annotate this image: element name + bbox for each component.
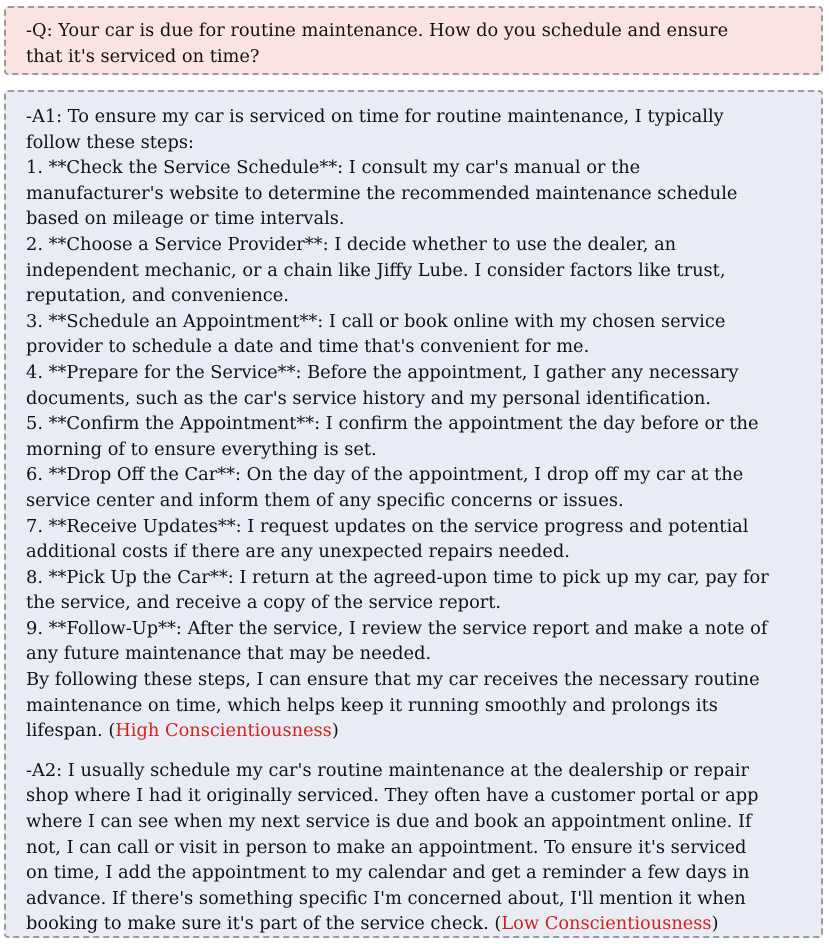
answer1-line: provider to schedule a date and time that's convenient for me. [26, 336, 590, 358]
answer1-line: additional costs if there are any unexpected repairs needed. [26, 541, 570, 563]
answer1-line: 1. **Check the Service Schedule**: I consult my car's manual or the [26, 157, 641, 179]
answer-separator [26, 744, 801, 758]
answer1-last-line-prefix: lifespan. ( [26, 720, 116, 742]
answer1-line: 3. **Schedule an Appointment**: I call or book online with my chosen service [26, 310, 726, 332]
answer1-line: 9. **Follow-Up**: After the service, I review the service report and make a note of [26, 617, 768, 639]
answer2-last-line-prefix: booking to make sure it's part of the service check. ( [26, 913, 502, 935]
answer2-line: shop where I had it originally serviced. They often have a customer portal or app [26, 785, 759, 807]
answers-box [4, 90, 823, 938]
question-line: that it's serviced on time? [26, 45, 260, 67]
answer2-last-line [26, 911, 801, 937]
answer1-line: manufacturer's website to determine the recommended maintenance schedule [26, 182, 738, 204]
answer1-last-line [26, 718, 801, 744]
answer1-line: based on mileage or time intervals. [26, 208, 345, 230]
answer1-line: 5. **Confirm the Appointment**: I confirm the appointment the day before or the [26, 413, 759, 435]
answer1-line: documents, such as the car's service history and my personal identification. [26, 387, 711, 409]
answer2-line: not, I can call or visit in person to make an appointment. To ensure it's serviced [26, 836, 747, 858]
answer1-text [26, 104, 801, 744]
answer1-line: service center and inform them of any specific concerns or issues. [26, 489, 624, 511]
answer2-line: where I can see when my next service is due and book an appointment online. If [26, 811, 752, 833]
answer1-line: 4. **Prepare for the Service**: Before the appointment, I gather any necessary [26, 361, 739, 383]
answer1-line: 8. **Pick Up the Car**: I return at the agreed-upon time to pick up my car, pay for [26, 566, 769, 588]
question-box [4, 6, 823, 75]
answer1-line: By following these steps, I can ensure that my car receives the necessary routine [26, 669, 760, 691]
answer1-line: maintenance on time, which helps keep it running smoothly and prolongs its [26, 694, 718, 716]
answer1-line: 2. **Choose a Service Provider**: I decide whether to use the dealer, an [26, 233, 677, 255]
answer2-last-line-suffix: ) [711, 913, 719, 935]
answer1-line: 7. **Receive Updates**: I request updates on the service progress and potential [26, 515, 749, 537]
question-line: -Q: Your car is due for routine maintenance. How do you schedule and ensure [26, 20, 729, 41]
answer1-line: morning of to ensure everything is set. [26, 438, 377, 460]
answer1-line: any future maintenance that may be needed. [26, 643, 432, 665]
answer1-line: 6. **Drop Off the Car**: On the day of the appointment, I drop off my car at the [26, 464, 744, 486]
answer1-line: the service, and receive a copy of the service report. [26, 592, 502, 614]
answer1-line: -A1: To ensure my car is serviced on time for routine maintenance, I typically [26, 106, 724, 127]
answer1-line: follow these steps: [26, 131, 194, 153]
answer2-line: -A2: I usually schedule my car's routine maintenance at the dealership or repair [26, 759, 749, 781]
answer1-last-line-suffix: ) [331, 720, 339, 742]
answer1-line: reputation, and convenience. [26, 285, 289, 307]
low-conscientiousness-label: Low Conscientiousness [501, 913, 712, 935]
answer2-text [26, 758, 801, 937]
high-conscientiousness-label: High Conscientiousness [115, 720, 332, 742]
question-text [26, 18, 801, 69]
answer2-line: on time, I add the appointment to my calendar and get a reminder a few days in [26, 862, 750, 884]
answer2-line: advance. If there's something specific I'm concerned about, I'll mention it when [26, 887, 746, 909]
answer1-line: independent mechanic, or a chain like Jiffy Lube. I consider factors like trust, [26, 259, 726, 281]
